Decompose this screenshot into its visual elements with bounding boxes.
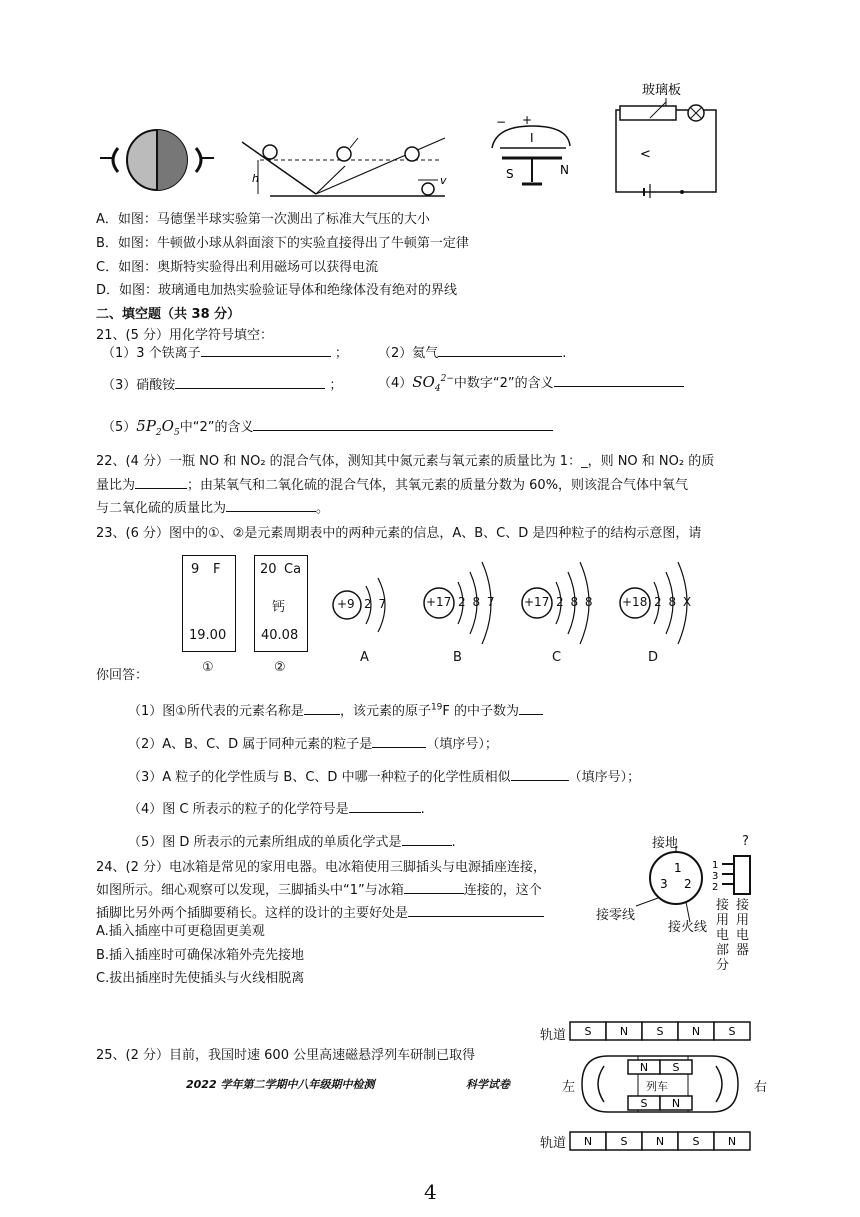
train-top-pole: S <box>672 1061 680 1074</box>
q21-part1: （1）3 个铁离子 ； <box>102 342 348 361</box>
q23-sub4-a: （4）图 C 所表示的粒子的化学符号是 <box>128 802 349 817</box>
atom-a <box>330 572 402 642</box>
q22-line3: 与二氧化硫的质量比为 。 <box>96 497 329 516</box>
svg-text:2: 2 <box>712 882 719 893</box>
atom-b <box>422 560 512 646</box>
train-bottom-pole: N <box>671 1097 681 1110</box>
figure-magdeburg <box>98 128 216 192</box>
page-number: 4 <box>424 1180 437 1204</box>
answer-blank[interactable] <box>253 416 553 431</box>
answer-blank[interactable] <box>408 902 544 917</box>
answer-blank[interactable] <box>175 374 325 389</box>
bottom-rail-pole: N <box>655 1135 665 1148</box>
figure-oersted <box>482 112 582 194</box>
unknown-label: ? <box>742 834 749 849</box>
q23-sub3 <box>128 766 640 785</box>
atomic-number: 9 <box>191 562 200 577</box>
q21-part5-text: 中“2”的含义 <box>179 420 254 435</box>
figure-incline <box>240 134 450 200</box>
bottom-rail-pole: N <box>727 1135 737 1148</box>
top-rail-label: 轨道 <box>540 1028 567 1043</box>
q24-line3-text: 插脚比另外两个插脚要稍长。这样的设计的主要好处是 <box>96 906 409 921</box>
cell-2-label: ② <box>274 660 286 675</box>
svg-text:S: S <box>506 167 514 181</box>
answer-blank[interactable] <box>349 798 421 813</box>
q23-sub1 <box>128 700 543 719</box>
answer-blank[interactable] <box>135 474 187 489</box>
svg-text:2: 2 <box>684 877 692 891</box>
right-label: 右 <box>754 1080 768 1095</box>
atom-d <box>618 560 708 646</box>
svg-text:3: 3 <box>660 877 668 891</box>
ground-label: 接地 <box>652 836 679 851</box>
electron-shells: 2 8 X <box>654 595 692 609</box>
sulfate-formula: $SO_4^{2-}$ <box>412 373 454 394</box>
atomic-number: 20 <box>260 562 277 577</box>
q21-part3: （3）硝酸铵 ； <box>102 374 342 393</box>
answer-blank[interactable] <box>404 879 464 894</box>
q24-line2-a: 如图所示。细心观察可以发现，三脚插头中“1”与冰箱 <box>96 883 404 898</box>
top-rail-pole: S <box>656 1025 664 1038</box>
q24-option-b: B.插入插座时可确保冰箱外壳先接地 <box>96 948 305 963</box>
q23-sub1-a: （1）图①所代表的元素名称是 <box>128 704 304 719</box>
q24-option-a: A.插入插座中可更稳固更美观 <box>96 924 265 939</box>
bottom-rail-pole: S <box>692 1135 700 1148</box>
answer-blank[interactable] <box>372 733 426 748</box>
svg-text:1: 1 <box>712 860 719 871</box>
electron-shells: 2 8 8 <box>556 595 593 609</box>
q23-sub2 <box>128 733 498 752</box>
answer-blank[interactable] <box>554 372 684 387</box>
answer-blank[interactable] <box>304 700 340 715</box>
atomic-mass: 19.00 <box>189 628 227 643</box>
answer-blank[interactable] <box>438 342 562 357</box>
q24-line2 <box>96 879 542 898</box>
q23-sub1-b: ，该元素的原子 <box>339 704 431 719</box>
q23-sub5-a: （5）图 D 所表示的元素所组成的单质化学式是 <box>128 835 402 850</box>
p2o5-formula: $5P_2O_5$ <box>136 417 180 438</box>
plug-figure <box>596 832 766 982</box>
q21-part5-label: （5） <box>102 420 137 435</box>
svg-text:I: I <box>530 131 534 145</box>
answer-blank[interactable] <box>402 831 452 846</box>
left-label: 左 <box>562 1080 576 1095</box>
footer-subject: 科学试卷 <box>466 1078 510 1091</box>
svg-text:v: v <box>440 174 447 187</box>
q23-sub4: （4）图 C 所表示的粒子的化学符号是 . <box>128 798 425 817</box>
q22-line3-text: 与二氧化硫的质量比为 <box>96 501 227 516</box>
train-bottom-pole: S <box>640 1097 648 1110</box>
atom-b-label: B <box>453 650 462 665</box>
element-symbol: F <box>213 562 221 577</box>
q23-sub1-c: F 的中子数为 <box>442 704 520 719</box>
q21-part4 <box>378 372 684 394</box>
bottom-rail-pole: N <box>583 1135 593 1148</box>
periodic-cell-1 <box>182 555 236 652</box>
option-d: D．如图：玻璃通电加热实验验证导体和绝缘体没有绝对的界线 <box>96 283 458 298</box>
nucleus-charge: +18 <box>622 595 648 609</box>
bottom-rail-label: 轨道 <box>540 1136 567 1151</box>
nucleus-charge: +17 <box>426 595 452 609</box>
nucleus-charge: +17 <box>524 595 550 609</box>
q22-line2-b: ；由某氧气和二氧化硫的混合气体，其氧元素的质量分数为 60%，则该混合气体中氧气 <box>187 478 689 493</box>
mass-number: 19 <box>430 702 443 713</box>
top-rail-pole: S <box>584 1025 592 1038</box>
svg-text:3: 3 <box>712 871 719 882</box>
train-top-pole: N <box>639 1061 649 1074</box>
electron-shells: 2 8 7 <box>458 595 495 609</box>
q24-line1: 24、(2 分）电冰箱是常见的家用电器。电冰箱使用三脚插头与电源插座连接， <box>96 860 547 875</box>
answer-blank[interactable] <box>226 497 316 512</box>
bottom-rail-pole: S <box>620 1135 628 1148</box>
q22-line2 <box>96 474 688 493</box>
atom-d-label: D <box>648 650 659 665</box>
neutral-label: 接零线 <box>596 908 636 923</box>
svg-text:N: N <box>560 163 569 177</box>
option-a: A．如图：马德堡半球实验第一次测出了标准大气压的大小 <box>96 212 430 227</box>
q21-part2: （2）氦气 . <box>378 342 566 361</box>
nucleus-charge: +9 <box>337 597 355 611</box>
element-name: 钙 <box>272 600 286 615</box>
train-label: 列车 <box>646 1080 668 1093</box>
q24-option-c: C.拔出插座时先使插头与火线相脱离 <box>96 971 305 986</box>
atom-c <box>520 560 610 646</box>
q22-line1: 22、(4 分）一瓶 NO 和 NO₂ 的混合气体，测知其中氮元素与氧元素的质量比为 1：_，则 NO 和 NO₂ 的质 <box>96 454 715 469</box>
q21-part4-text: 中数字“2”的含义 <box>453 376 554 391</box>
q23-sub5: （5）图 D 所表示的元素所组成的单质化学式是 . <box>128 831 456 850</box>
q23-sub3-a: （3）A 粒子的化学性质与 B、C、D 中哪一种粒子的化学性质相似 <box>128 770 511 785</box>
appliance-label: 接用电器 <box>736 898 750 958</box>
answer-blank[interactable] <box>201 342 331 357</box>
svg-text:+: + <box>522 113 533 127</box>
option-c: C．如图：奥斯特实验得出利用磁场可以获得电流 <box>96 260 379 275</box>
cell-1-label: ① <box>202 660 214 675</box>
q21-stem: 21、(5 分）用化学符号填空： <box>96 328 274 343</box>
q23-sub2-b: （填序号）； <box>426 737 498 752</box>
q21-part3-label: （3）硝酸铵 <box>102 378 176 393</box>
q24-line3 <box>96 902 544 921</box>
svg-text:1: 1 <box>674 861 682 875</box>
q25-text: 25、(2 分）目前，我国时速 600 公里高速磁悬浮列车研制已取得 <box>96 1048 476 1063</box>
atom-a-label: A <box>360 650 369 665</box>
q21-part2-label: （2）氦气 <box>378 346 439 361</box>
footer-exam: 2022 学年第二学期中八年级期中检测 <box>186 1078 375 1091</box>
periodic-cell-2 <box>254 555 308 652</box>
answer-prompt: 你回答： <box>96 668 149 683</box>
q21-part1-label: （1）3 个铁离子 <box>102 346 201 361</box>
q24-line2-b: 连接的，这个 <box>463 883 542 898</box>
q23-stem: 23、(6 分）图中的①、②是元素周期表中的两种元素的信息，A、B、C、D 是四种粒子的结构示意图，请 <box>96 526 702 541</box>
q23-sub3-b: （填序号）； <box>568 770 641 785</box>
q22-line2-a: 量比为 <box>96 478 136 493</box>
answer-blank[interactable] <box>511 766 569 781</box>
answer-blank[interactable] <box>519 700 543 715</box>
q23-sub2-a: （2）A、B、C、D 属于同种元素的粒子是 <box>128 737 373 752</box>
atom-c-label: C <box>552 650 562 665</box>
svg-text:−: − <box>496 115 507 129</box>
svg-text:<: < <box>640 147 651 162</box>
top-rail-pole: S <box>728 1025 736 1038</box>
maglev-figure <box>540 1020 776 1152</box>
svg-text:h: h <box>252 172 259 185</box>
top-rail-pole: N <box>619 1025 629 1038</box>
figure-glass-circuit <box>610 78 722 198</box>
electron-shells: 2 7 <box>364 597 387 611</box>
section-title: 二、填空题（共 38 分） <box>96 307 241 322</box>
atomic-mass: 40.08 <box>261 628 299 643</box>
q21-part5 <box>102 416 553 438</box>
appliance-part-label: 接用电部分 <box>716 898 730 973</box>
option-b: B．如图：牛顿做小球从斜面滚下的实验直接得出了牛顿第一定律 <box>96 236 469 251</box>
glass-label: 玻璃板 <box>642 83 682 98</box>
top-rail-pole: N <box>691 1025 701 1038</box>
element-symbol: Ca <box>284 562 302 577</box>
live-label: 接火线 <box>668 920 708 935</box>
q21-part4-label: （4） <box>378 376 413 391</box>
